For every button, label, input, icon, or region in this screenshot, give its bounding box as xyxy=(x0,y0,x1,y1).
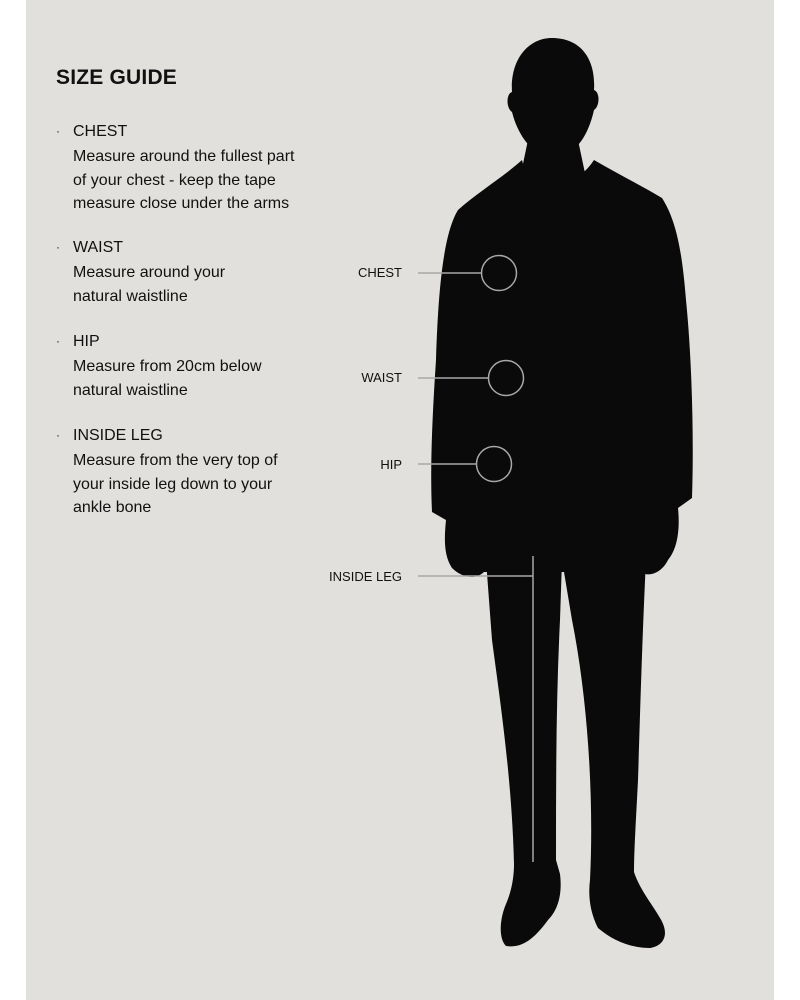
guide-heading-inside-leg: INSIDE LEG xyxy=(73,427,163,444)
diagram-label-chest: CHEST xyxy=(357,265,402,280)
guide-heading-waist: WAIST xyxy=(73,239,124,256)
diagram-label-hip: HIP xyxy=(380,457,402,472)
size-guide-title: SIZE GUIDE xyxy=(56,66,178,89)
bullet-icon: · xyxy=(56,334,60,348)
diagram-label-waist: WAIST xyxy=(361,370,402,385)
guide-text-inside-leg: Measure from the very top of your inside leg down to your ankle bone xyxy=(73,452,278,516)
guide-heading-hip: HIP xyxy=(73,333,100,350)
bullet-icon: · xyxy=(56,240,60,254)
bullet-icon: · xyxy=(56,428,60,442)
guide-heading-chest: CHEST xyxy=(73,123,128,140)
silhouette-body xyxy=(431,38,693,948)
guide-text-hip: Measure from 20cm below natural waistline xyxy=(73,358,262,399)
guide-text-waist: Measure around your natural waistline xyxy=(73,264,226,305)
bullet-icon: · xyxy=(56,124,60,138)
diagram-label-inside-leg: INSIDE LEG xyxy=(329,569,402,584)
guide-text-chest: Measure around the fullest part of your chest - keep the tape measure close under the arms xyxy=(73,148,295,212)
